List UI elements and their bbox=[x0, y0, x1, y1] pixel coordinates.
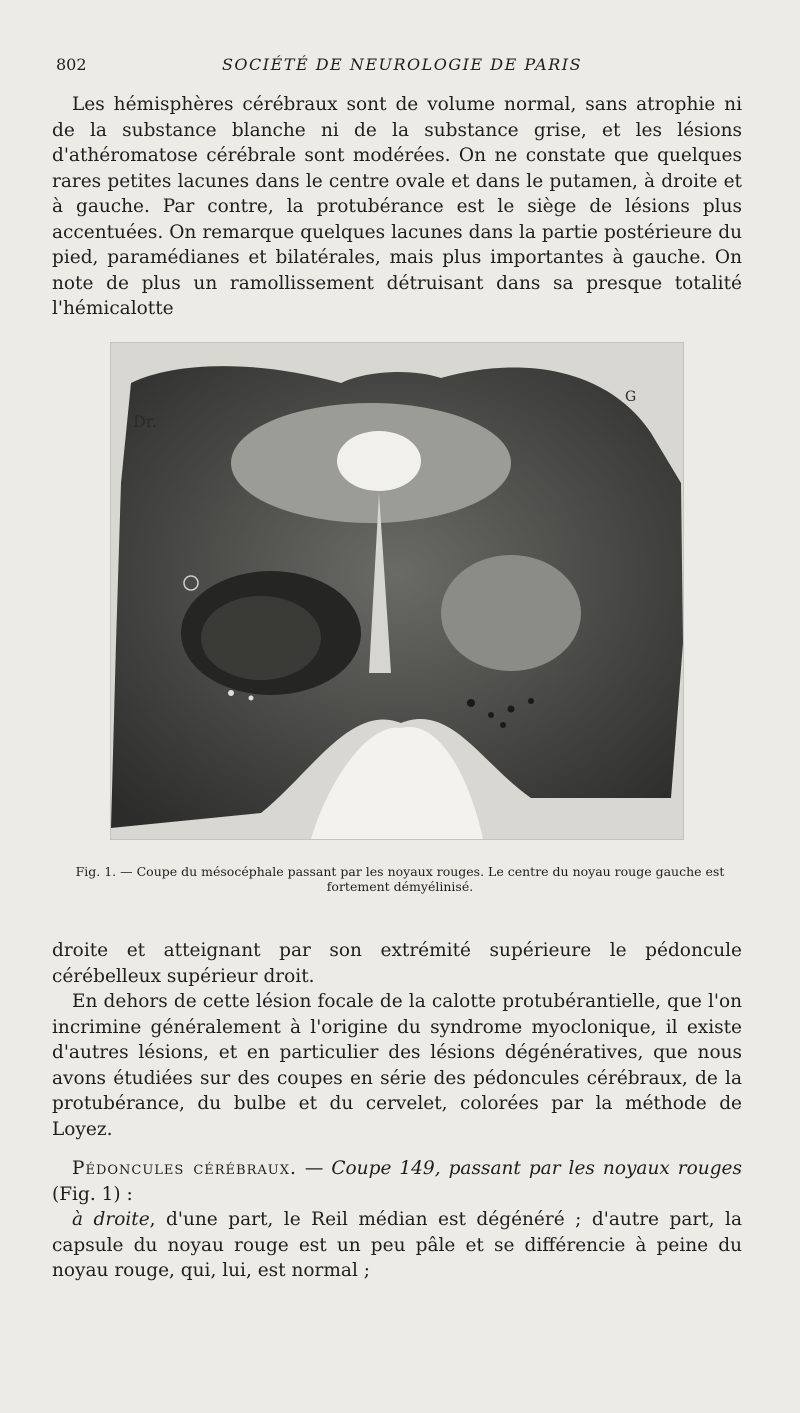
page-number: 802 bbox=[56, 55, 87, 74]
section-heading: Pédoncules cérébraux. bbox=[72, 1158, 297, 1179]
body-text-top bbox=[52, 92, 742, 322]
section-subheading: Coupe 149, passant par les noyaux rouges bbox=[331, 1158, 742, 1179]
page-header bbox=[52, 55, 752, 79]
running-title: SOCIÉTÉ DE NEUROLOGIE DE PARIS bbox=[221, 55, 583, 74]
body-text-bottom bbox=[52, 938, 742, 1284]
section-heading-line bbox=[52, 1156, 742, 1207]
figure-reference: (Fig. 1) : bbox=[52, 1183, 133, 1205]
figure-1 bbox=[110, 342, 684, 840]
section-dash: — bbox=[296, 1158, 332, 1179]
paragraph-continuation: droite et atteignant par son extrémité supérieure le pédoncule cérébelleux supérieur droit. bbox=[52, 940, 742, 987]
right-side-text: , d'une part, le Reil médian est dégénéré ; d'autre part, la capsule du noyau rouge est un peu pâle et se différencie à peine du noyau rouge, qui, lui, est normal ; bbox=[52, 1209, 742, 1281]
right-side-label: à droite bbox=[72, 1209, 150, 1230]
paragraph-hemispheres: Les hémisphères cérébraux sont de volume normal, sans atrophie ni de la substance blanche ni de la substance grise, et les lésions d'athéromatose cérébrale sont modérées. On ne constate que quelques rares petites lacunes dans le centre ovale et dans le putamen, à droite et à gauche. Par contre, la protubérance est le siège de lésions plus accentuées. On remarque quelques lacunes dans la partie postérieure du pied, paramédianes et bilatérales, mais plus importantes à gauche. On note de plus un ramollissement détruisant dans sa presque totalité l'hémicalotte bbox=[52, 94, 742, 319]
handwritten-label-g: G bbox=[625, 389, 637, 405]
handwritten-label: Dr. bbox=[133, 412, 157, 431]
brain-section-photo bbox=[111, 343, 683, 839]
figure-caption: Fig. 1. — Coupe du mésocéphale passant par les noyaux rouges. Le centre du noyau rouge gauche est fortement démyélinisé. bbox=[75, 864, 725, 894]
paragraph-lesions: En dehors de cette lésion focale de la calotte protubérantielle, que l'on incrimine généralement à l'origine du syndrome myoclonique, il existe d'autres lésions, et en particulier des lésions dégénératives, que nous avons étudiées sur des coupes en série des pédoncules cérébraux, de la protubérance, du bulbe et du cervelet, colorées par la méthode de Loyez. bbox=[52, 991, 742, 1140]
paragraph-right-side bbox=[52, 1207, 742, 1284]
